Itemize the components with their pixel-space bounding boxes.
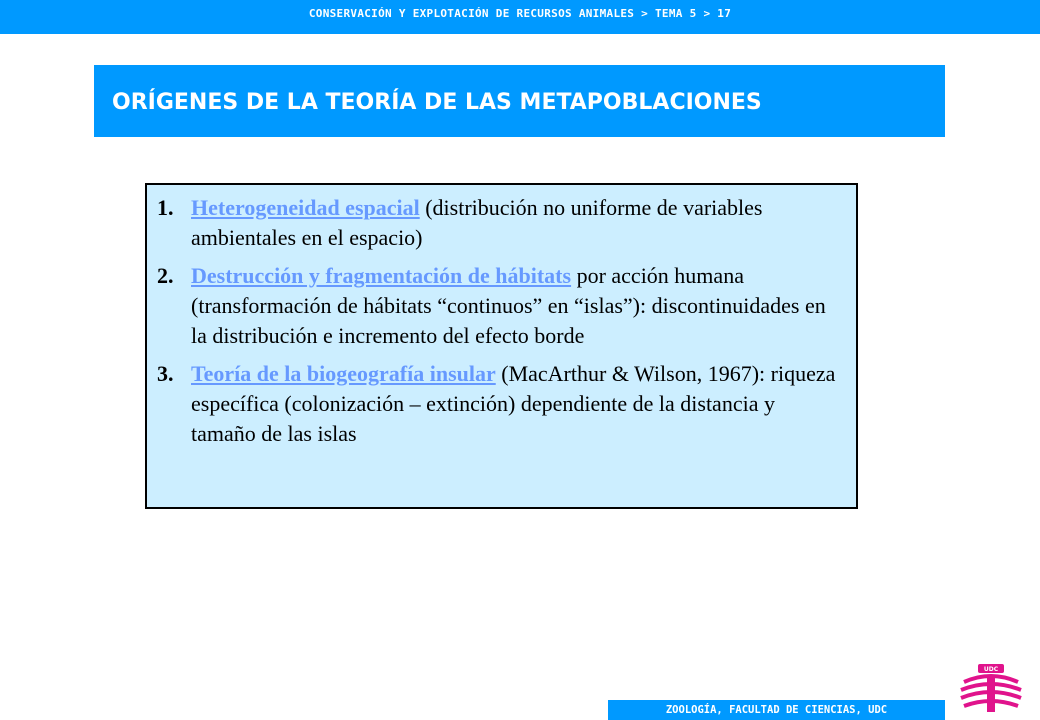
content-box — [145, 183, 858, 509]
item-number: 2. — [157, 263, 174, 288]
top-bar — [0, 0, 1040, 34]
item-number: 3. — [157, 361, 174, 386]
island-biogeography-link[interactable]: Teoría de la biogeografía insular — [191, 361, 496, 386]
item-text — [191, 261, 845, 351]
item-description: (MacArthur & Wilson, 1967): riqueza específica (colonización – extinción) dependiente de la distancia y tamaño de las islas — [191, 361, 836, 446]
list-item — [157, 359, 845, 449]
page-title: ORÍGENES DE LA TEORÍA DE LAS METAPOBLACIONES — [112, 90, 762, 115]
university-logo-icon — [956, 662, 1026, 714]
item-text — [191, 193, 845, 253]
item-description: por acción humana (transformación de hábitats “continuos” en “islas”): discontinuidades en la distribución e incremento del efecto borde — [191, 263, 826, 348]
footer-label: ZOOLOGÍA, FACULTAD DE CIENCIAS, UDC — [608, 700, 945, 720]
item-number: 1. — [157, 195, 174, 220]
list-item — [157, 261, 845, 351]
origins-list — [157, 193, 845, 457]
breadcrumb: CONSERVACIÓN Y EXPLOTACIÓN DE RECURSOS ANIMALES > TEMA 5 > 17 — [308, 7, 732, 20]
list-item — [157, 193, 845, 253]
habitat-fragmentation-link[interactable]: Destrucción y fragmentación de hábitats — [191, 263, 572, 288]
logo-text: UDC — [983, 666, 999, 673]
title-banner — [94, 65, 945, 137]
heterogeneity-link[interactable]: Heterogeneidad espacial — [191, 195, 420, 220]
item-description: (distribución no uniforme de variables ambientales en el espacio) — [191, 195, 763, 250]
item-text — [191, 359, 845, 449]
